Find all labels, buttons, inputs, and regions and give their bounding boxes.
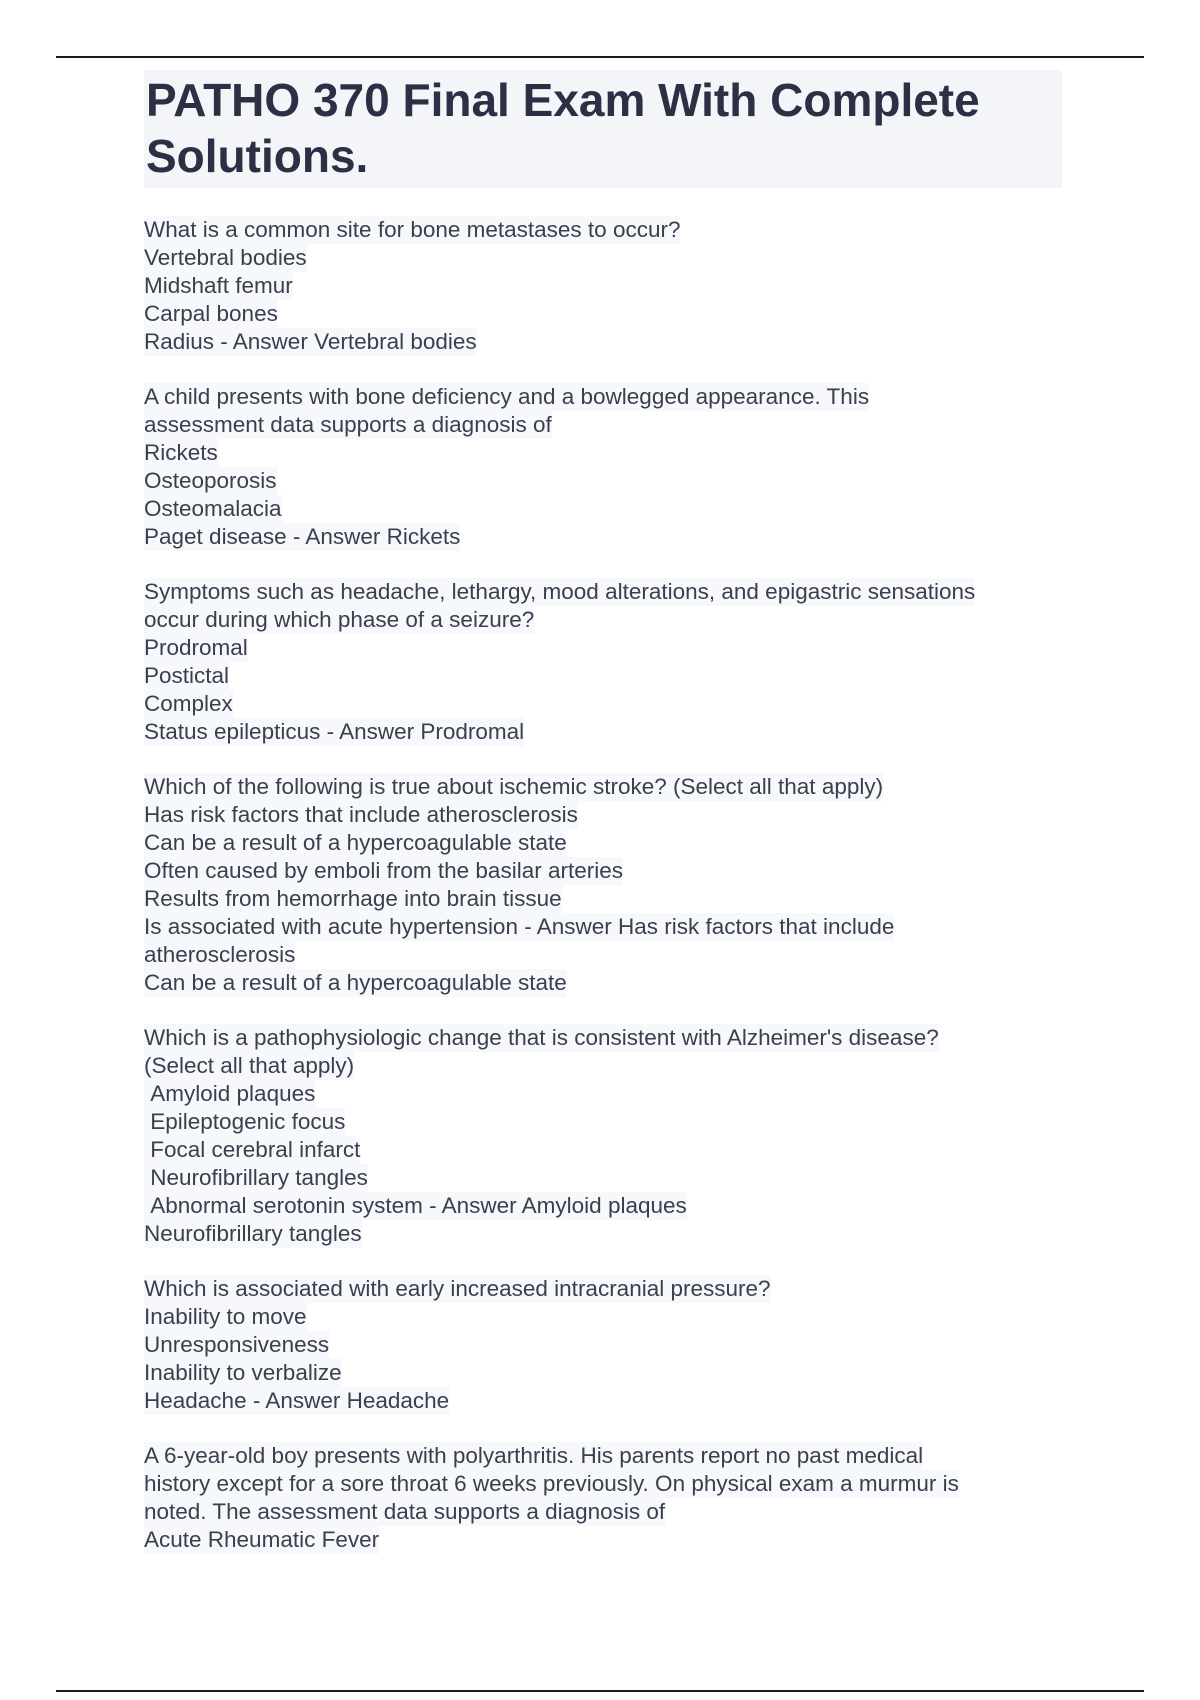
question-line: Vertebral bodies <box>144 245 307 270</box>
question-line: Abnormal serotonin system - Answer Amyloid plaques <box>144 1193 687 1218</box>
question-line: Paget disease - Answer Rickets <box>144 524 461 549</box>
question-block <box>144 216 1064 356</box>
question-line: Is associated with acute hypertension - Answer Has risk factors that include <box>144 914 895 939</box>
question-text: Which is associated with early increased intracranial pressure? <box>144 1276 771 1301</box>
question-line: Acute Rheumatic Fever <box>144 1527 380 1552</box>
question-text: A child presents with bone deficiency and a bowlegged appearance. This <box>144 384 870 409</box>
question-line: Status epilepticus - Answer Prodromal <box>144 719 525 744</box>
page-title: PATHO 370 Final Exam With Complete Solutions. <box>146 74 980 182</box>
question-line: (Select all that apply) <box>144 1053 355 1078</box>
question-line: Midshaft femur <box>144 273 293 298</box>
question-line: Often caused by emboli from the basilar arteries <box>144 858 623 883</box>
question-line: Radius - Answer Vertebral bodies <box>144 329 477 354</box>
question-line: Has risk factors that include atherosclerosis <box>144 802 578 827</box>
question-text: A 6-year-old boy presents with polyarthritis. His parents report no past medical <box>144 1443 924 1468</box>
top-divider <box>56 56 1144 58</box>
question-line: history except for a sore throat 6 weeks previously. On physical exam a murmur is <box>144 1471 959 1496</box>
question-line: Prodromal <box>144 635 248 660</box>
question-line: Osteomalacia <box>144 496 282 521</box>
question-text: Symptoms such as headache, lethargy, mood alterations, and epigastric sensations <box>144 579 976 604</box>
question-text: Which of the following is true about ischemic stroke? (Select all that apply) <box>144 774 884 799</box>
question-block <box>144 578 1064 746</box>
question-line: Neurofibrillary tangles <box>144 1221 362 1246</box>
question-line: Can be a result of a hypercoagulable state <box>144 970 567 995</box>
question-line: Inability to move <box>144 1304 307 1329</box>
question-line: Neurofibrillary tangles <box>144 1165 368 1190</box>
question-line: Results from hemorrhage into brain tissue <box>144 886 562 911</box>
question-list <box>144 216 1064 1554</box>
question-text: What is a common site for bone metastases to occur? <box>144 217 681 242</box>
question-line: Rickets <box>144 440 218 465</box>
question-line: atherosclerosis <box>144 942 296 967</box>
question-block <box>144 1442 1064 1554</box>
question-line: Inability to verbalize <box>144 1360 342 1385</box>
title-block <box>144 70 1062 188</box>
question-block <box>144 383 1064 551</box>
question-line: Complex <box>144 691 233 716</box>
question-line: Focal cerebral infarct <box>144 1137 361 1162</box>
question-line: Amyloid plaques <box>144 1081 316 1106</box>
question-line: Postictal <box>144 663 230 688</box>
question-line: assessment data supports a diagnosis of <box>144 412 552 437</box>
question-block <box>144 1275 1064 1415</box>
question-line: Headache - Answer Headache <box>144 1388 450 1413</box>
question-line: Epileptogenic focus <box>144 1109 346 1134</box>
question-line: occur during which phase of a seizure? <box>144 607 535 632</box>
question-line: Unresponsiveness <box>144 1332 330 1357</box>
question-line: Can be a result of a hypercoagulable state <box>144 830 567 855</box>
question-line: Osteoporosis <box>144 468 277 493</box>
question-line: noted. The assessment data supports a diagnosis of <box>144 1499 666 1524</box>
question-line: Carpal bones <box>144 301 278 326</box>
bottom-divider <box>56 1690 1144 1692</box>
question-block <box>144 773 1064 997</box>
document-body <box>144 70 1064 1581</box>
question-block <box>144 1024 1064 1248</box>
question-text: Which is a pathophysiologic change that is consistent with Alzheimer's disease? <box>144 1025 939 1050</box>
